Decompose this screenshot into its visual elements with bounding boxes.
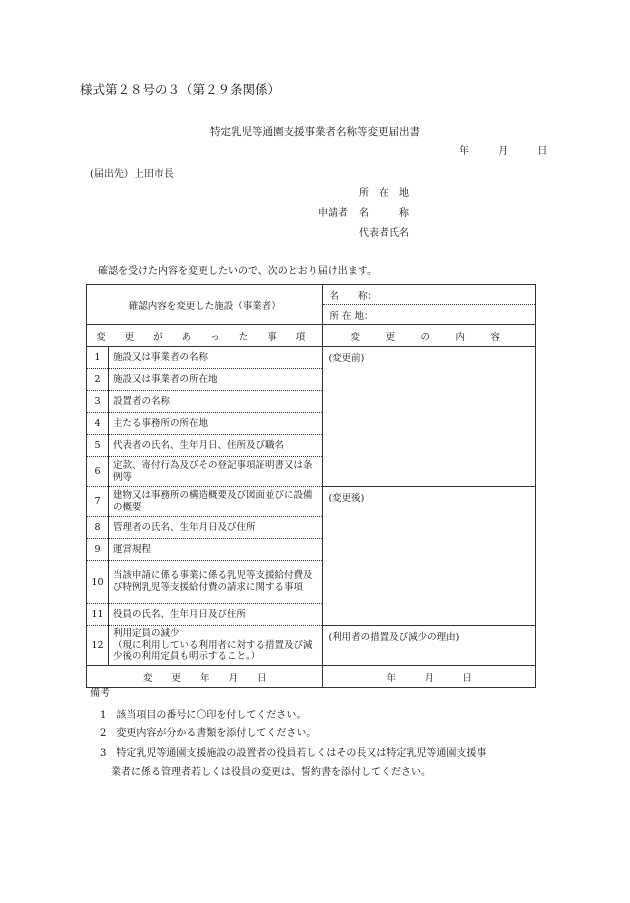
item-text: 施設又は事業者の所在地 [108,369,322,391]
facility-name-label: 名 称： [323,285,536,305]
item-text: 利用定員の減少 （現に利用している利用者に対する措置及び減少後の利用定員も明示すること。） [108,626,322,666]
item-text: 運営規程 [108,539,322,561]
address-label: 所 在 地 [359,188,409,199]
item-number: 10 [87,561,109,604]
date-day: 日 [537,146,548,157]
item-text: 当該申請に係る事業に係る乳児等支援給付費及び特例乳児等支援給付費の請求に関する事項 [108,561,322,604]
notes-heading: 備考 [90,688,110,699]
change-content-header: 変 更 の 内 容 [323,325,536,347]
date-year: 年 [459,146,469,157]
document-title: 特定乳児等通園支援事業者名称等変更届出書 [210,126,420,138]
applicant-label: 申請者 [318,208,348,219]
item-number: 6 [87,457,109,487]
item-text: 設置者の名称 [108,391,322,413]
item-text: 管理者の氏名、生年月日及び住所 [108,517,322,539]
reason-label: (利用者の措置及び減少の理由) [328,632,460,643]
changed-items-header: 変 更 が あ っ た 事 項 [87,325,323,347]
addressee: (届出先）上田市長 [90,169,174,180]
item-text: 定款、寄付行為及びその登記事項証明書又は条例等 [108,457,322,487]
item-text: 代表者の氏名、生年月日、住所及び職名 [108,435,322,457]
date-line [459,142,547,157]
note-item: 3 特定乳児等通園支援施設の設置者の役員若しくはその長又は特定乳児等通園支援事 [100,748,487,759]
name-label: 名 称 [359,208,409,219]
after-label: (変更後) [328,493,365,504]
intro-text: 確認を受けた内容を変更したいので、次のとおり届け出ます。 [98,266,377,277]
before-cell [323,347,536,487]
item-number: 9 [87,539,109,561]
item-number: 1 [87,347,109,369]
change-date-label: 変 更 年 月 日 [87,666,323,688]
item-number: 8 [87,517,109,539]
item-number: 2 [87,369,109,391]
before-label: (変更前) [328,353,365,364]
representative-label: 代表者氏名 [359,228,409,239]
form-number: 様式第２８号の３（第２９条関係） [80,82,281,97]
after-cell [323,487,536,626]
note-item: 2 変更内容が分かる書類を添付してください。 [100,728,317,739]
change-table [86,284,536,688]
item-text: 主たる事務所の所在地 [108,413,322,435]
note-item: 業者に係る管理者若しくは役員の変更は、誓約書を添付してください。 [111,767,431,778]
reason-cell [323,626,536,666]
facility-address-label: 所 在 地： [323,305,536,325]
facility-header: 確認内容を変更した施設（事業者） [87,285,323,325]
item-number: 5 [87,435,109,457]
item-number: 12 [87,626,109,666]
item-number: 3 [87,391,109,413]
item-text: 役員の氏名、生年月日及び住所 [108,604,322,626]
note-item: 1 該当項目の番号に〇印を付してください。 [100,710,307,721]
item-number: 4 [87,413,109,435]
item-number: 11 [87,604,109,626]
change-date-value: 年 月 日 [323,666,536,688]
item-text: 施設又は事業者の名称 [108,347,322,369]
date-month: 月 [498,146,509,157]
item-text: 建物又は事務所の構造概要及び図面並びに設備の概要 [108,487,322,517]
item-number: 7 [87,487,109,517]
